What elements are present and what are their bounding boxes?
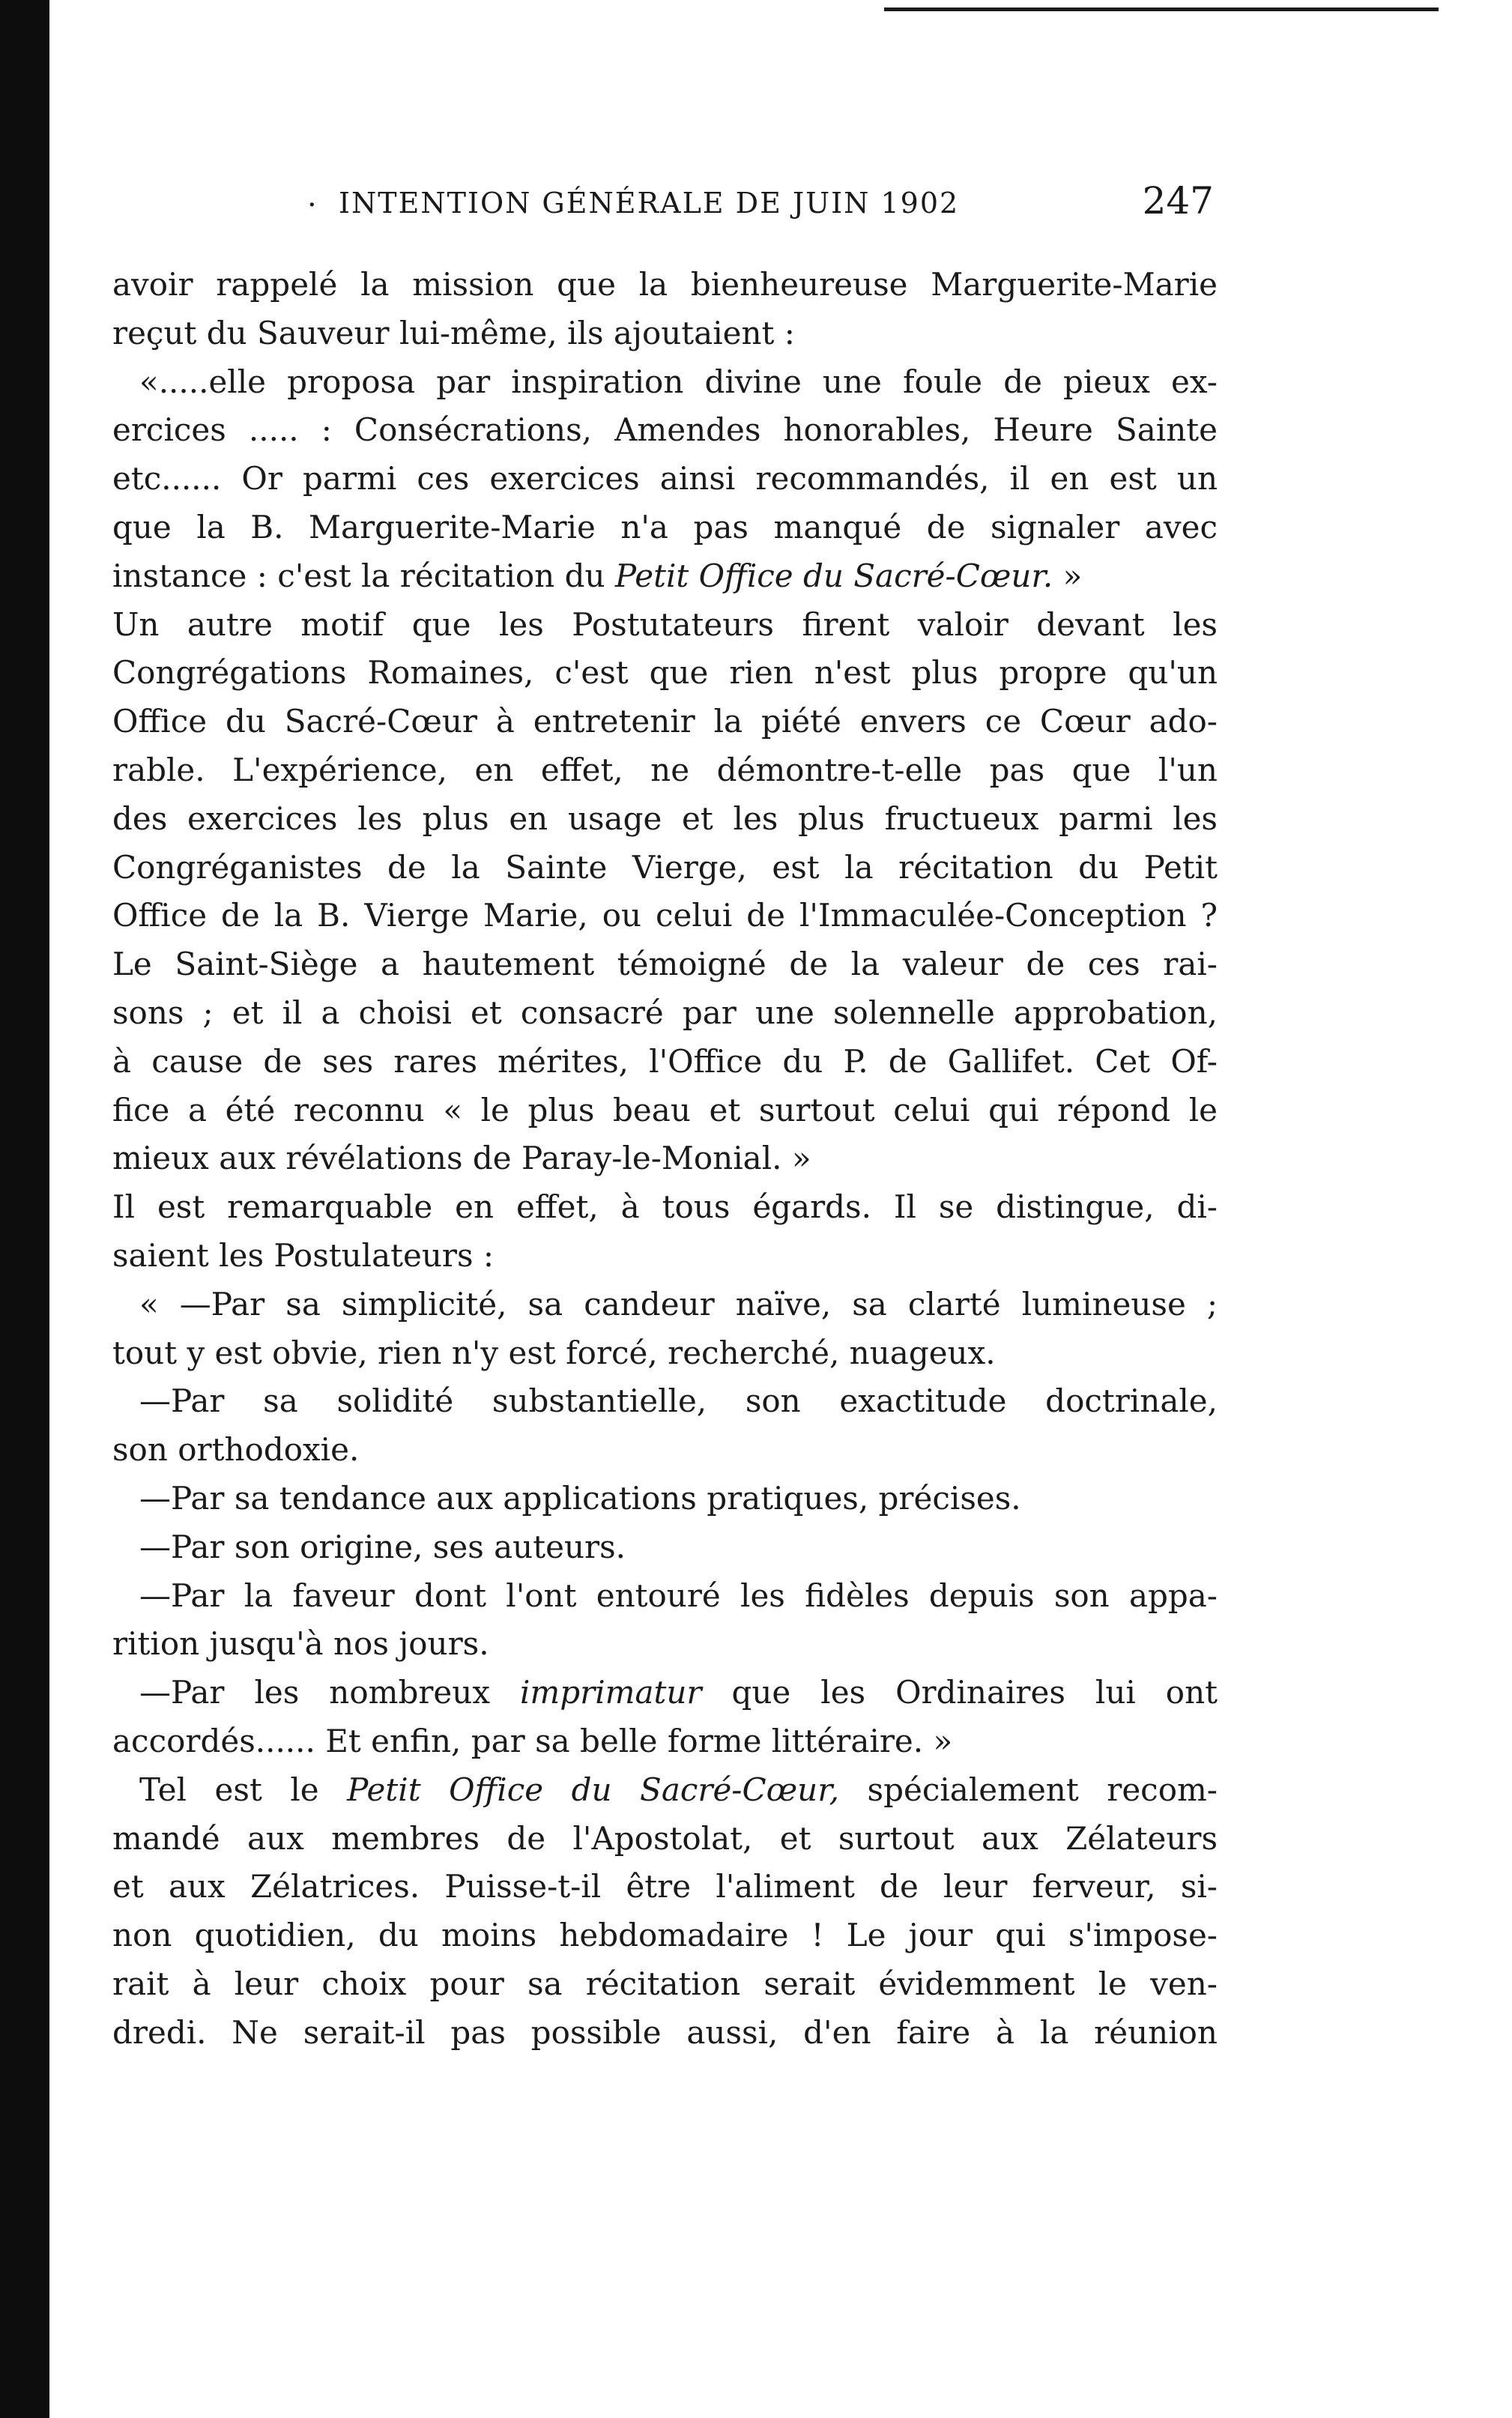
- text-line: Office de la B. Vierge Marie, ou celui de l'Immaculée-Conception ?: [112, 897, 1218, 934]
- italic-title: Petit Office du Sacré-Cœur,: [347, 1771, 840, 1808]
- text-line: ercices ..... : Consécrations, Amendes honorables, Heure Sainte: [112, 411, 1218, 449]
- text-line: mandé aux membres de l'Apostolat, et surtout aux Zélateurs: [112, 1819, 1218, 1857]
- text-segment: »: [1053, 557, 1083, 594]
- text-line: reçut du Sauveur lui-même, ils ajoutaient :: [112, 314, 795, 351]
- text-line: non quotidien, du moins hebdomadaire ! Le jour qui s'impose-: [112, 1917, 1218, 1954]
- text-line: —Par sa tendance aux applications pratiques, précises.: [139, 1479, 1021, 1517]
- text-line: dredi. Ne serait-il pas possible aussi, d'en faire à la réunion: [112, 2013, 1218, 2051]
- text-segment: spécialement recom-: [839, 1771, 1218, 1808]
- text-line: rable. L'expérience, en effet, ne démontre-t-elle pas que l'un: [112, 751, 1218, 788]
- text-segment: —Par les nombreux: [139, 1674, 520, 1711]
- running-head: INTENTION GÉNÉRALE DE JUIN 1902: [339, 187, 960, 220]
- italic-title: imprimatur: [519, 1674, 702, 1711]
- text-line: etc...... Or parmi ces exercices ainsi recommandés, il en est un: [112, 460, 1218, 498]
- text-line: Un autre motif que les Postutateurs firent valoir devant les: [112, 605, 1218, 643]
- page-number: 247: [1142, 179, 1214, 223]
- text-segment: que les Ordinaires lui ont: [701, 1674, 1218, 1711]
- text-line: rition jusqu'à nos jours.: [112, 1625, 489, 1663]
- text-line: accordés...... Et enfin, par sa belle forme littéraire. »: [112, 1722, 953, 1759]
- text-line: Congrégations Romaines, c'est que rien n'est plus propre qu'un: [112, 654, 1218, 692]
- text-line: Office du Sacré-Cœur à entretenir la piété envers ce Cœur ado-: [112, 703, 1218, 740]
- text-line: à cause de ses rares mérites, l'Office du P. de Gallifet. Cet Of-: [112, 1042, 1218, 1080]
- text-line: «.....elle proposa par inspiration divine une foule de pieux ex-: [139, 363, 1218, 400]
- text-line: que la B. Marguerite-Marie n'a pas manqué de signaler avec: [112, 508, 1218, 545]
- header-bullet: ·: [307, 188, 317, 223]
- text-line: avoir rappelé la mission que la bienheureuse Marguerite-Marie: [112, 266, 1218, 303]
- top-rule: [884, 7, 1439, 11]
- text-line: Le Saint-Siège a hautement témoigné de la valeur de ces rai-: [112, 946, 1218, 983]
- scan-border: [0, 0, 49, 2418]
- text-line: mieux aux révélations de Paray-le-Monial. »: [112, 1140, 811, 1177]
- text-line: tout y est obvie, rien n'y est forcé, recherché, nuageux.: [112, 1334, 996, 1371]
- page-header: [307, 180, 1214, 232]
- text-line: « —Par sa simplicité, sa candeur naïve, sa clarté lumineuse ;: [139, 1285, 1218, 1323]
- text-line: son orthodoxie.: [112, 1431, 360, 1469]
- text-line: —Par son origine, ses auteurs.: [139, 1528, 626, 1565]
- text-line: saient les Postulateurs :: [112, 1236, 495, 1274]
- text-line: [112, 1669, 1218, 1717]
- text-line: et aux Zélatrices. Puisse-t-il être l'aliment de leur ferveur, si-: [112, 1868, 1218, 1905]
- text-line: des exercices les plus en usage et les plus fructueux parmi les: [112, 800, 1218, 837]
- text-segment: Tel est le: [139, 1771, 348, 1808]
- text-line: Congréganistes de la Sainte Vierge, est la récitation du Petit: [112, 848, 1218, 886]
- text-line: [112, 1766, 1218, 1815]
- text-line: —Par sa solidité substantielle, son exactitude doctrinale,: [139, 1382, 1218, 1420]
- italic-title: Petit Office du Sacré-Cœur.: [614, 557, 1053, 594]
- text-line: rait à leur choix pour sa récitation serait évidemment le ven-: [112, 1965, 1218, 2002]
- text-line: [112, 552, 1218, 601]
- text-line: —Par la faveur dont l'ont entouré les fidèles depuis son appa-: [139, 1577, 1218, 1614]
- text-line: sons ; et il a choisi et consacré par une solennelle approbation,: [112, 994, 1218, 1031]
- text-segment: instance : c'est la récitation du: [112, 557, 615, 594]
- text-line: Il est remarquable en effet, à tous égards. Il se distingue, di-: [112, 1188, 1218, 1226]
- text-line: fice a été reconnu « le plus beau et surtout celui qui répond le: [112, 1091, 1218, 1128]
- body-text: [112, 261, 1218, 2057]
